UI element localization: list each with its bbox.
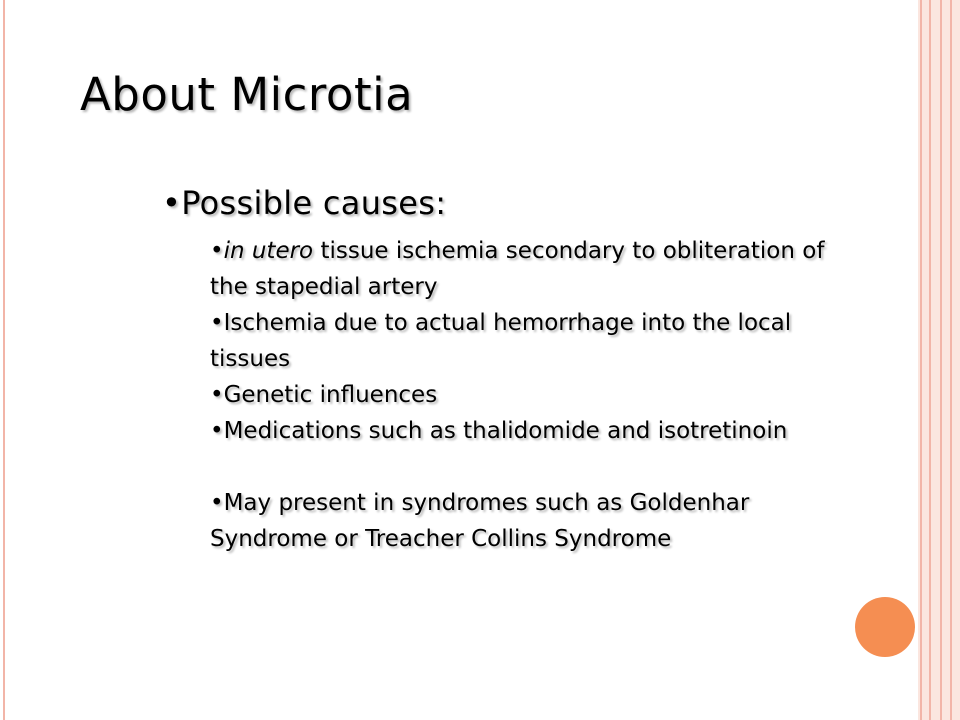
slide-title: About Microtia — [80, 68, 414, 121]
list-item-text: Ischemia due to actual hemorrhage into the local tissues — [210, 310, 792, 372]
right-frame-line — [950, 0, 952, 720]
bullet-icon: • — [162, 184, 182, 222]
list-item-text: Medications such as thalidomide and isotretinoin — [223, 418, 788, 444]
left-frame-line — [3, 0, 5, 720]
list-item — [210, 305, 850, 377]
list-item — [210, 413, 850, 449]
right-frame-line — [920, 0, 922, 720]
causes-list — [210, 233, 850, 557]
bullet-icon: • — [210, 490, 224, 516]
right-frame-line — [940, 0, 942, 720]
list-item — [210, 377, 850, 413]
bullet-icon: • — [210, 418, 224, 444]
bullet-icon: • — [210, 310, 224, 336]
bullet-icon: • — [210, 382, 224, 408]
right-frame-panel — [918, 0, 960, 720]
list-item-text: Genetic influences — [223, 382, 438, 408]
list-item-text: tissue ischemia secondary to obliteration of the stapedial artery — [210, 238, 825, 300]
section-heading — [162, 184, 446, 222]
accent-circle — [855, 597, 915, 657]
right-frame-line — [929, 0, 931, 720]
list-item-text: May present in syndromes such as Goldenhar Syndrome or Treacher Collins Syndrome — [210, 490, 750, 552]
list-item — [210, 233, 850, 305]
list-item-italic: in utero — [223, 238, 314, 264]
bullet-icon: • — [210, 238, 224, 264]
list-item — [210, 485, 850, 557]
section-heading-text: Possible causes: — [181, 184, 447, 222]
